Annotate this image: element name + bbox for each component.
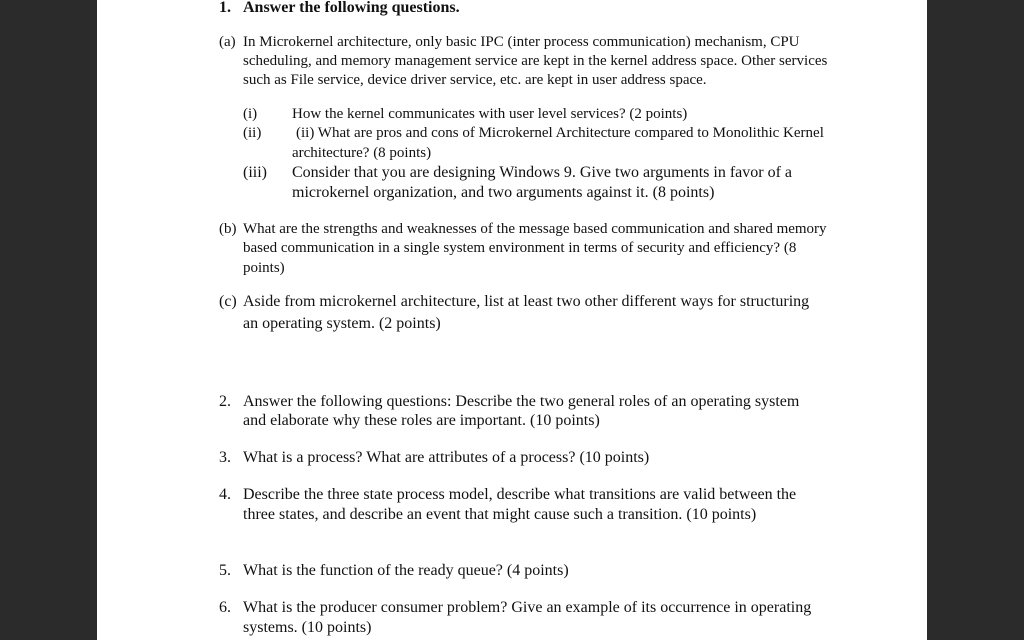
question-text-line: and elaborate why these roles are important. (10 points): [243, 412, 600, 429]
q1a-sub-label: (i): [243, 106, 258, 122]
question-text-line: three states, and describe an event that might cause such a transition. (10 points): [243, 506, 757, 523]
question-number: 6.: [219, 599, 231, 616]
question-number: 3.: [219, 449, 231, 466]
q1a-sub-text: (ii) What are pros and cons of Microkernel Architecture compared to Monolithic Kernel: [296, 125, 824, 141]
q1a-sub-text: How the kernel communicates with user level services? (2 points): [292, 106, 688, 122]
q1a-sub-label: (iii): [243, 164, 267, 181]
q1a-sub-text: microkernel organization, and two arguments against it. (8 points): [292, 184, 715, 201]
q1c-label: (c): [219, 293, 237, 310]
q1b-text-line: points): [243, 260, 285, 276]
question-number: 2.: [219, 393, 231, 410]
q1a-sub-text: architecture? (8 points): [292, 145, 432, 161]
q1a-text-line: such as File service, device driver service, etc. are kept in user address space.: [243, 72, 707, 88]
question-text-line: Answer the following questions: Describe the two general roles of an operating system: [243, 393, 800, 410]
question-text-line: What is a process? What are attributes of a process? (10 points): [243, 449, 650, 466]
q1a-sub-label: (ii): [243, 125, 262, 141]
q1b-label: (b): [219, 221, 237, 237]
q1a-text-line: In Microkernel architecture, only basic IPC (inter process communication) mechanism, CPU: [243, 34, 800, 50]
q1c-text-line: Aside from microkernel architecture, list at least two other different ways for structuring: [243, 293, 810, 310]
question-number: 4.: [219, 486, 231, 503]
q1a-label: (a): [219, 34, 236, 50]
q1b-text-line: based communication in a single system environment in terms of security and efficiency? (8: [243, 240, 797, 256]
q1a-text-line: scheduling, and memory management service are kept in the kernel address space. Other services: [243, 53, 828, 69]
document-page: [97, 0, 927, 640]
question-text-line: Describe the three state process model, describe what transitions are valid between the: [243, 486, 797, 503]
q1-number: 1.: [219, 0, 231, 16]
question-text-line: What is the function of the ready queue? (4 points): [243, 562, 569, 579]
q1c-text-line: an operating system. (2 points): [243, 315, 441, 332]
q1a-sub-text: Consider that you are designing Windows 9. Give two arguments in favor of a: [292, 164, 793, 181]
q1b-text-line: What are the strengths and weaknesses of the message based communication and shared memory: [243, 221, 827, 237]
question-text-line: systems. (10 points): [243, 619, 372, 636]
question-text-line: What is the producer consumer problem? Give an example of its occurrence in operating: [243, 599, 812, 616]
question-number: 5.: [219, 562, 231, 579]
q1-heading: Answer the following questions.: [243, 0, 460, 16]
